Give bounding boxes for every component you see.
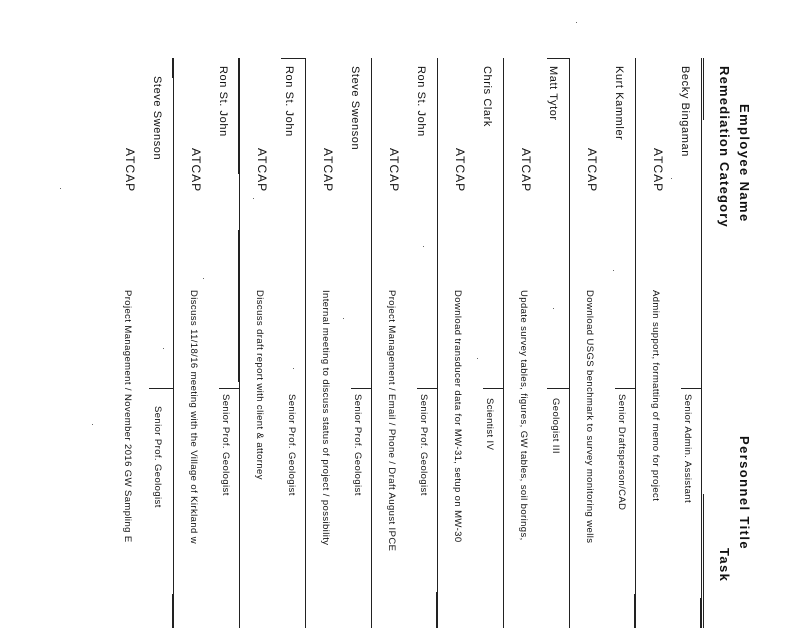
table-header (702, 58, 764, 628)
task: Download USGS benchmark to survey monitoring wells (584, 290, 595, 544)
header-employee-name: Employee Name (737, 104, 752, 223)
remediation-category: ATCAP (255, 148, 269, 193)
remediation-category: ATCAP (321, 148, 335, 193)
personnel-title: Geologist III (550, 398, 561, 454)
table-row (305, 58, 372, 628)
employee-name: Ron St. John (217, 66, 229, 137)
task: Update survey tables, figures, GW tables, soil borings, (518, 290, 529, 541)
employee-name: Steve Swenson (349, 66, 361, 151)
employee-name: Kurt Kammler (613, 66, 625, 141)
remediation-category: ATCAP (519, 148, 533, 193)
task: Project Management / November 2016 GW Sampling E (122, 290, 133, 543)
remediation-category: ATCAP (585, 148, 599, 193)
personnel-title: Senior Admin. Assistant (682, 394, 693, 504)
employee-name: Matt Tytor (547, 66, 559, 121)
employee-name: Chris Clark (481, 66, 493, 127)
employee-name: Steve Swenson (151, 76, 163, 161)
table-row (173, 58, 240, 628)
task: Discuss 11/18/16 meeting with the Village of Kirkland w (188, 290, 199, 544)
scan-speck (60, 188, 61, 189)
table-row (503, 58, 570, 628)
employee-name: Ron St. John (283, 66, 295, 137)
task: Project Management / Email / Phone / Draft August IPCE (386, 290, 397, 552)
remediation-category: ATCAP (189, 148, 203, 193)
scan-speck (92, 424, 93, 425)
personnel-title: Senior Draftsperson/CAD (616, 394, 627, 511)
personnel-title: Senior Prof. Geologist (220, 394, 231, 496)
remediation-category: ATCAP (123, 148, 137, 193)
task: Download transducer data for MW-31, setup on MW-30 (452, 290, 463, 543)
personnel-title: Senior Prof. Geologist (152, 406, 163, 508)
rotated-table-sheet (124, 58, 764, 628)
task: Internal meeting to discuss status of project / possibility (320, 290, 331, 546)
table-row (569, 58, 636, 628)
table-row (239, 58, 306, 628)
scan-speck (576, 22, 577, 23)
table-row (371, 58, 438, 628)
personnel-title: Scientist IV (484, 398, 495, 451)
task: Discuss draft report with client & attorney (254, 290, 265, 480)
remediation-category: ATCAP (453, 148, 467, 193)
remediation-category: ATCAP (651, 148, 665, 193)
personnel-title: Senior Prof. Geologist (352, 394, 363, 496)
employee-name: Ron St. John (415, 66, 427, 137)
employee-name: Becky Bingaman (679, 66, 691, 157)
personnel-title: Senior Prof. Geologist (418, 394, 429, 496)
header-remediation-category: Remediation Category (717, 66, 732, 228)
table-row (437, 58, 504, 628)
header-task: Task (717, 548, 732, 583)
task: Admin support, formatting of memo for project (650, 290, 661, 502)
remediation-category: ATCAP (387, 148, 401, 193)
personnel-title: Senior Prof. Geologist (286, 394, 297, 496)
table-row (123, 58, 174, 628)
table-row (635, 58, 702, 628)
header-personnel-title: Personnel Title (737, 436, 752, 550)
